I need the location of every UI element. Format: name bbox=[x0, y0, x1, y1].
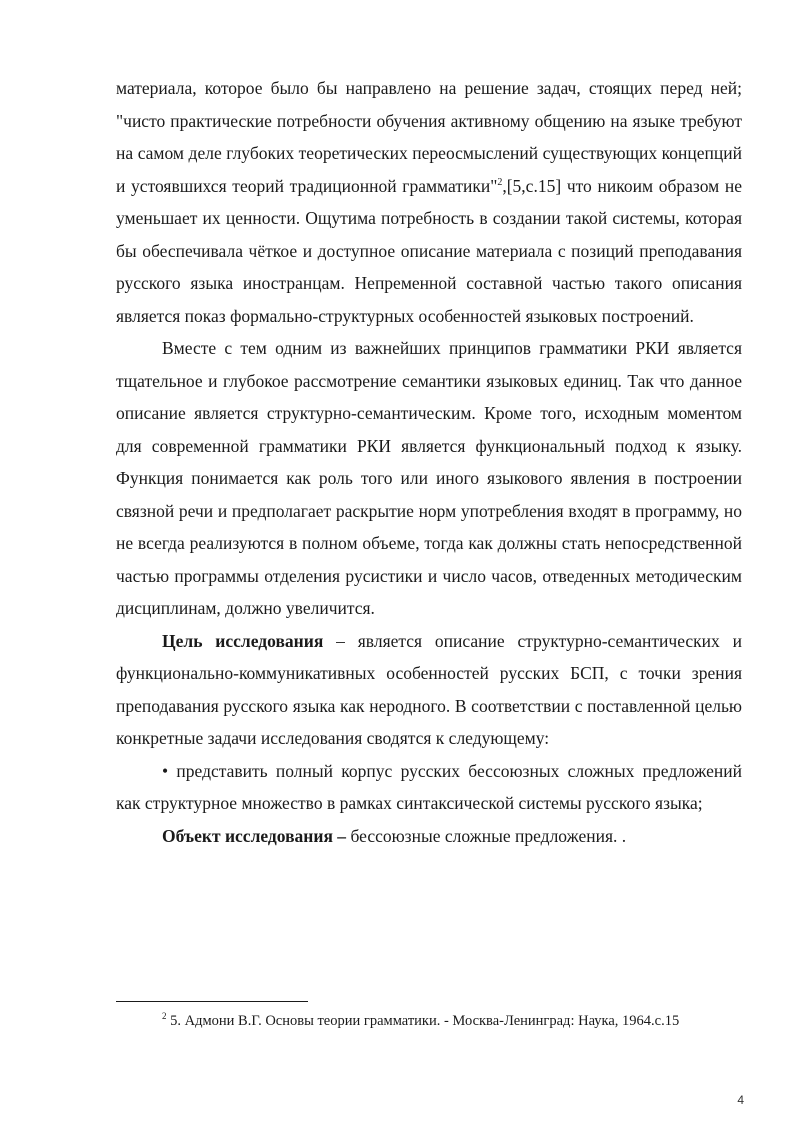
research-object-text: бессоюзные сложные предложения. . bbox=[346, 825, 627, 846]
page-number: 4 bbox=[737, 1093, 744, 1107]
footnote-text: 5. Адмони В.Г. Основы теории грамматики. - Москва-Ленинград: Наука, 1964.с.15 bbox=[166, 1013, 680, 1029]
footnote-reference: 2 bbox=[497, 176, 503, 188]
paragraph-1 bbox=[116, 72, 742, 332]
research-goal-heading: Цель исследования bbox=[162, 630, 324, 651]
paragraph-3 bbox=[116, 625, 742, 755]
bullet-item bbox=[116, 755, 742, 820]
paragraph-4 bbox=[116, 820, 742, 853]
paragraph-1-text-a: материала, которое было бы направлено на решение задач, стоящих перед ней; "чисто практические потребности обучения активному общению на языке требуют на самом деле глубоких теоретических переосмыслений существующих концепций и устоявшихся теорий традиционной грамматики" bbox=[116, 78, 742, 196]
footnote-mark: 2 bbox=[162, 1011, 167, 1022]
body-text bbox=[116, 72, 742, 852]
bullet-icon: • bbox=[162, 760, 169, 781]
footnote bbox=[162, 1011, 762, 1031]
research-object-heading: Объект исследования – bbox=[162, 825, 347, 846]
paragraph-2: Вместе с тем одним из важнейших принципов грамматики РКИ является тщательное и глубокое рассмотрение семантики языковых единиц. Так что данное описание является структурно-семантическим. Кроме того, исходным моментом для современной грамматики РКИ является функциональный подход к языку. Функция понимается как роль того или иного языкового явления в построении связной речи и предполагает раскрытие норм употребления входят в программу, но не всегда реализуются в полном объеме, тогда как должны стать непосредственной частью программы отделения русистики и число часов, отведенных методическим дисциплинам, должно увеличится. bbox=[116, 338, 742, 618]
bullet-item-text: представить полный корпус русских бессоюзных сложных предложений как структурное множество в рамках синтаксической системы русского языка; bbox=[116, 760, 742, 813]
footnote-separator bbox=[116, 1001, 308, 1002]
paragraph-1-text-b: ,[5,с.15] что никоим образом не уменьшает их ценности. Ощутима потребность в создании такой системы, которая бы обеспечивала чёткое и доступное описание материала с позиций преподавания русского языка иностранцам. Непременной составной частью такого описания является показ формально-структурных особенностей языковых построений. bbox=[116, 175, 742, 326]
research-goal-text: – является описание структурно-семантических и функционально-коммуникативных особенностей русских БСП, с точки зрения преподавания русского языка как неродного. В соответствии с поставленной целью конкретные задачи исследования сводятся к следующему: bbox=[116, 630, 742, 748]
